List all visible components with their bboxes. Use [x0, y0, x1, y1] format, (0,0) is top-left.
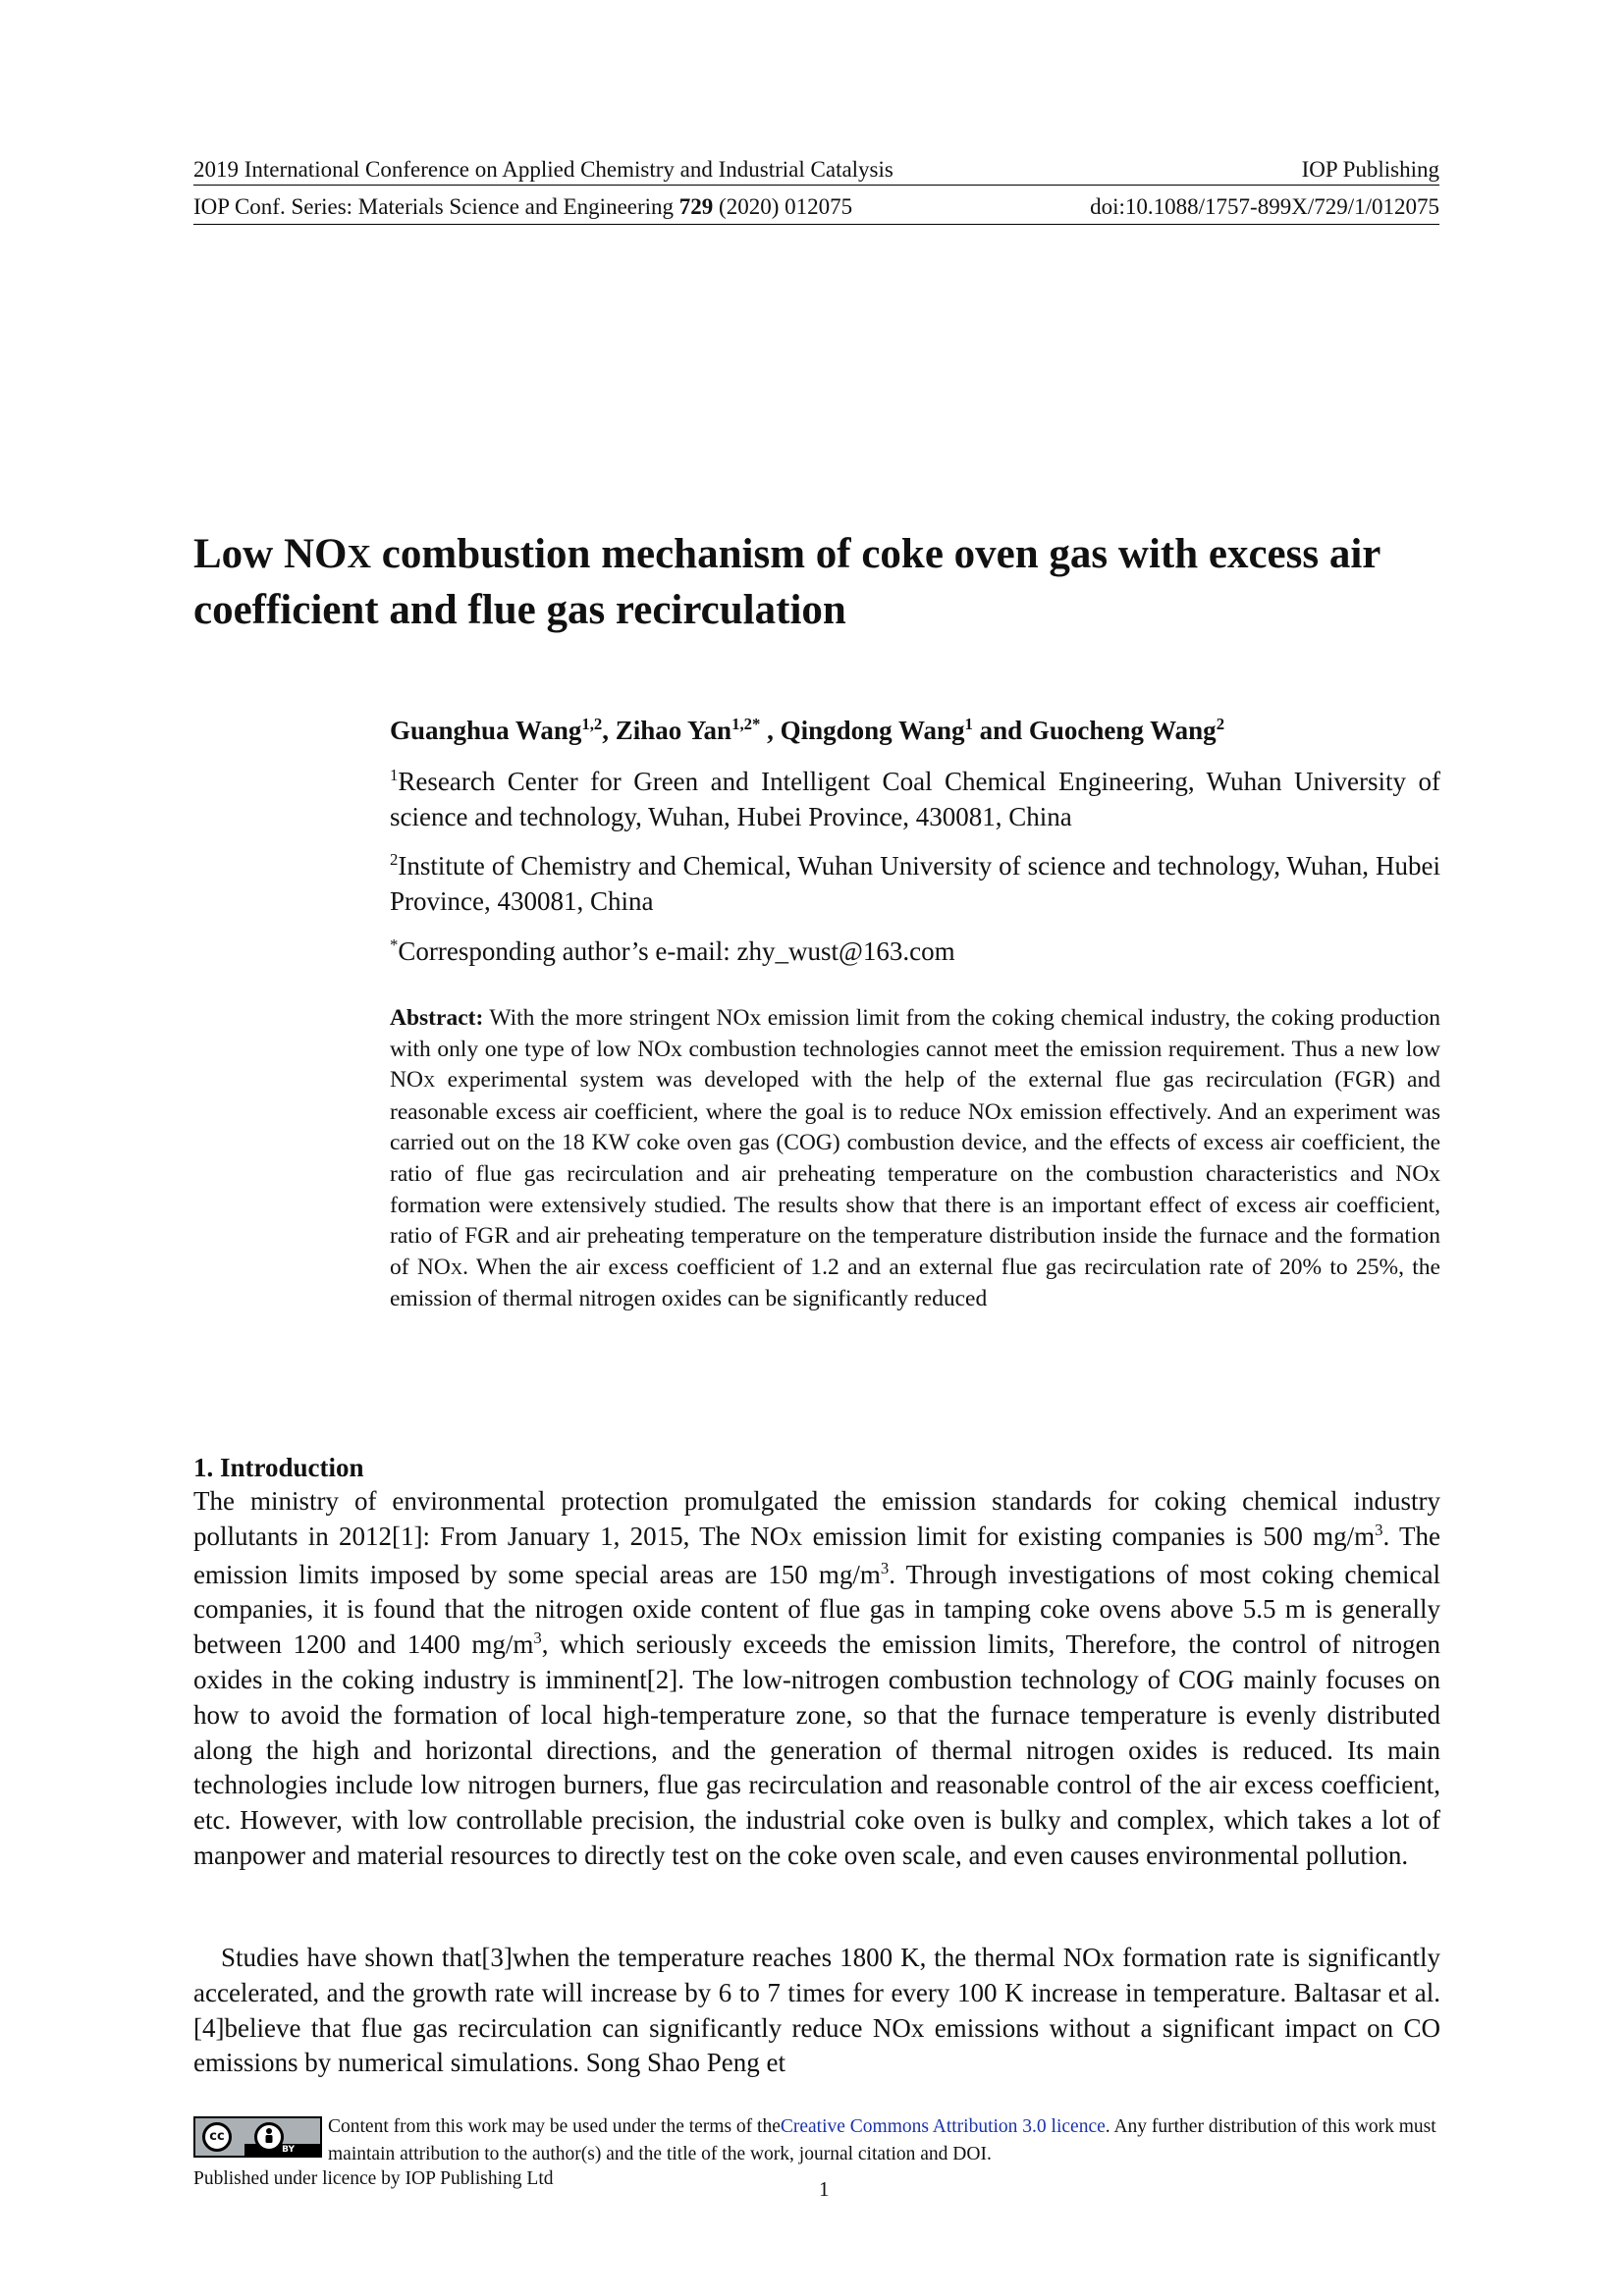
volume-number: 729 [678, 194, 714, 219]
series-name: IOP Conf. Series: Materials Science and Engineering [193, 194, 679, 219]
affiliation-1: $^1$Research Center for Green and Intelligent Coal Chemical Engineering, Wuhan University of science and technology, Wuhan, Hubei Province, 430081, China [390, 766, 1440, 831]
author-name: Guanghua Wang [390, 716, 582, 745]
author-name: and Guocheng Wang [972, 716, 1217, 745]
published-under-licence: Published under licence by IOP Publishing Ltd [193, 2168, 554, 2189]
header-rule-bottom [193, 224, 1439, 225]
author-list: Guanghua Wang$^{1,2}$, Zihao Yan$^{1,2*}$ , Qingdong Wang$^1$ and Guocheng Wang$^2$ [390, 715, 1225, 745]
abstract-label: Abstract: [390, 1005, 484, 1031]
section-heading: 1. Introduction [193, 1453, 364, 1482]
paper-title: Low NOX combustion mechanism of coke oven gas with excess air coefficient and flue gas recirculation [193, 531, 1380, 633]
affiliation-2: $^2$Institute of Chemistry and Chemical, Wuhan University of science and technology, Wuhan, Hubei Province, 430081, China [390, 850, 1440, 916]
attribution-person-icon [254, 2122, 284, 2152]
licence-statement: Content from this work may be used under the terms of theCreative Commons Attribution 3.0 licence. Any further distribution of this work must maintain attribution to the author(s) and the title of the work, journal citation and DOI. [328, 2116, 1436, 2164]
conference-name: 2019 International Conference on Applied Chemistry and Industrial Catalysis [193, 157, 893, 182]
creative-commons-icon: cc [202, 2122, 232, 2152]
body-paragraph-2: Studies have shown that[3]when the temperature reaches 1800 K, the thermal NOx formation rate is significantly accelerated, and the growth rate will increase by 6 to 7 times for every 100 K increase in temperature. Baltasar et al.[4]believe that flue gas recirculation can significantly reduce NOx emissions without a significant impact on CO emissions by numerical simulations. Song Shao Peng et [193, 1943, 1440, 2078]
by-label: BY [282, 2145, 295, 2155]
author-name: , Zihao Yan [602, 716, 732, 745]
series-year-article: (2020) 012075 [713, 194, 853, 219]
cc-by-licence-logo[interactable] [193, 2116, 322, 2158]
corresponding-author: *Corresponding author’s e-mail: zhy_wust@163.com [390, 935, 955, 966]
author-name: , Qingdong Wang [760, 716, 965, 745]
running-header-line1 [193, 156, 1439, 184]
running-header-line2 [193, 193, 1439, 221]
header-rule-top [193, 185, 1439, 186]
abstract: Abstract: With the more stringent NOx emission limit from the coking chemical industry, the coking production with only one type of low NOx combustion technologies cannot meet the emission requirement. Thus a new low NOX experimental system was developed with the help of the external flue gas recirculation (FGR) and reasonable excess air coefficient, where the goal is to reduce NOx emission effectively. And an experiment was carried out on the 18 KW coke oven gas (COG) combustion device, and the effects of excess air coefficient, the ratio of flue gas recirculation and air preheating temperature on the combustion characteristics and NOx formation were extensively studied. The results show that there is an important effect of excess air coefficient, ratio of FGR and air preheating temperature on the temperature distribution inside the furnace and the formation of NOX. When the air excess coefficient of 1.2 and an external flue gas recirculation rate of 20% to 25%, the emission of thermal nitrogen oxides can be significantly reduced [390, 1005, 1440, 1312]
publisher-name: IOP Publishing [1301, 157, 1439, 182]
licence-link[interactable]: Creative Commons Attribution 3.0 licence [780, 2116, 1106, 2137]
page-number: 1 [819, 2177, 830, 2201]
body-paragraph-1: The ministry of environmental protection promulgated the emission standards for coking chemical industry pollutants in 2012[1]: From January 1, 2015, The NOX emission limit for existing companies is 500 $mg/m^3$. The emission limits imposed by some special areas are 150 $mg/m^3$. Through investigations of most coking chemical companies, it is found that the nitrogen oxide content of flue gas in tamping coke ovens above 5.5 m is generally between 1200 and 1400 $mg/m^3$, which seriously exceeds the emission limits, Therefore, the control of nitrogen oxides in the coking industry is imminent[2]. The low-nitrogen combustion technology of COG mainly focuses on how to avoid the formation of local high-temperature zone, so that the furnace temperature is evenly distributed along the high and horizontal directions, and the generation of thermal nitrogen oxides is reduced. Its main technologies include low nitrogen burners, flue gas recirculation and reasonable control of the air excess coefficient, etc. However, with low controllable precision, the industrial coke oven is bulky and complex, which takes a lot of manpower and material resources to directly test on the coke oven scale, and even causes environmental pollution. [193, 1486, 1440, 1870]
doi-link[interactable]: doi:10.1088/1757-899X/729/1/012075 [1090, 194, 1439, 219]
